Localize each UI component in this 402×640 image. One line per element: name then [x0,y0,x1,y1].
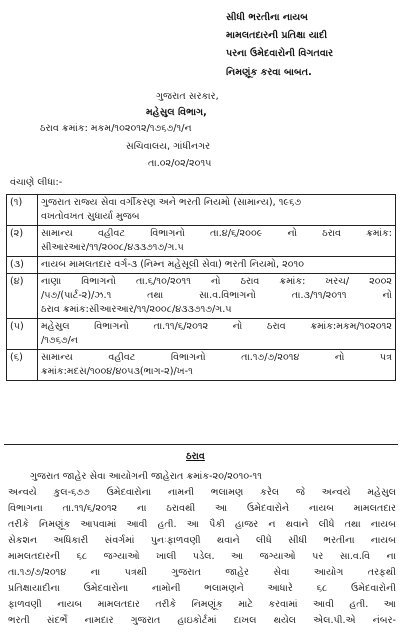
body-line: વિભાગના તા.૧૧/૬/૨૦૧૨ ના ઠરાવથી આ ઉમેદવારોને નાયબ મામલતદાર [8,503,396,514]
reference-line: મહેસુલ વિભાગનો તા.૧૧/૬/૨૦૧૨ નો ઠરાવ ક્રમાંક:મકમ/૧૦૨૦૧૨ [41,321,392,332]
reference-row [7,350,396,381]
reference-row [7,195,396,226]
body-line: અન્વયે કુલ-૬૭૭ ઉમેદવારોના નામની ભલામણ કરેલ જે અન્વયે મહેસુલ [8,487,396,498]
reference-line: ગુજરાત રાજ્ય સેવા વર્ગીકરણ અને ભરતી નિયમો (સામાન્ય), ૧૯૬૭ [41,197,302,208]
body-line: પ્રતિક્ષાયાદીના ઉમેદવારોના નામોની ભલામણને આધારે ૬૮ ઉમેદવારોની [8,583,396,594]
reference-number: (૪) [7,274,38,319]
subject-line-2: મામલતદારની પ્રતિક્ષા યાદી [226,30,328,41]
body-line: ભરતી સંદર્ભે નામદાર ગુજરાત હાઇકોર્ટમાં દાખલ થયેલ એલ.પી.એ નંબર- [8,615,396,626]
reference-row [7,226,396,257]
reference-row [7,257,396,274]
reference-line: નાયબ મામલતદાર વર્ગ-૩ (નિમ્ન મહેસૂલી સેવા) ભરતી નિયમો, ૨૦૧૦ [41,259,305,270]
reference-line: નાણા વિભાગનો તા.૬/૧૦/૨૦૧૧ નો ઠરાવ ક્રમાંક: ખરચ/ ૨૦૦૨ [41,276,392,287]
reference-line: વખતોવખત સુધાર્યા મુજબ [41,211,140,222]
subject-line-3: પરના ઉમેદવારોની વિગતવાર [226,48,334,59]
body-line: ગુજરાત જાહેર સેવા આયોગની જાહેરાત ક્રમાંક-૨૦/૨૦૧૦-૧૧ [30,471,262,482]
subject-line-1: સીધી ભરતીના નાયબ [226,12,308,23]
reference-number: (૫) [7,319,38,350]
body-line: તા.૧૭/૭/૨૦૧૪ ના પત્રથી ગુજરાત જાહેર સેવા આયોગ તરફથી [8,567,396,578]
body-line: ફાળવણી નાયબ મામલતદાર તરીકે નિમણૂંક માટે કરવામાં આવી હતી. આ [8,599,396,610]
reference-row [7,274,396,319]
reference-number: (૬) [7,350,38,381]
reference-text [38,226,396,257]
government-name: ગુજરાત સરકાર, [156,91,219,102]
body-line: મામલતદારની ૬૮ જગ્યાઓ ખાલી પડેલ. આ જગ્યાઓ પર સા.વ.વિ ના [8,551,396,562]
reference-text [38,257,396,274]
place: સચિવાલય, ગાંધીનગર [126,141,211,152]
references-table [6,194,396,381]
reference-number: (૧) [7,195,38,226]
body-line: તરીકે નિમણૂંક આપવામાં આવી હતી. આ પૈકી હાજર ન થવાને લીધે તથા નાયબ [8,519,396,530]
reference-line: સીઆરઆર/૧૧/૨૦૦૮/૪૩૩૭૧૭/ગ.૫ [41,242,184,253]
read-label: વંચાણે લીધા:- [10,177,63,188]
resolution-heading: ઠરાવ [186,451,205,462]
reference-text [38,319,396,350]
resolution-date: તા.૦૨/૦૨/૨૦૧૫ [148,158,212,169]
department-name: મહેસુલ વિભાગ, [146,107,207,118]
reference-line: /૫૭/(પાર્ટ-૨)/ઝ.૧ તથા સા.વ.વિભાગનો તા.૩/૧૧/૨૦૧૧ નો [41,290,392,301]
reference-number: (૨) [7,226,38,257]
reference-text [38,274,396,319]
reference-line: /૧૭૬૭/ન [41,335,79,346]
reference-line: ઠરાવ ક્રમાંક:સીઆરઆર/૧૧/૨૦૦૮/૪૩૩૭૧૭/ગ.૫ [41,304,232,315]
reference-text [38,195,396,226]
resolution-number: ઠરાવ ક્રમાંક: મકમ/૧૦૨૦૧૨/૧૭૬૭/૧/ન [40,123,192,134]
reference-row [7,319,396,350]
divider [4,444,398,445]
subject-line-4: નિમણૂંક કરવા બાબત. [226,67,312,78]
body-line: સેકશન અધિકારી સંવર્ગમાં પુનઃફાળવણી થવાને લીધે સીધી ભરતીના નાયબ [8,535,396,546]
reference-line: ક્રમાંક:મદસ/૧૦૦૪/૪૦૫૩(ભાગ-૨)/ખ-૧ [41,366,193,377]
reference-line: સામાન્ય વહીવટ વિભાગનો તા.૪/૬/૨૦૦૯ નો ઠરાવ ક્રમાંક: [41,228,392,239]
reference-line: સામાન્ય વહીવટ વિભાગનો તા.૧૭/૭/૨૦૧૪ નો પત્ર [41,352,392,363]
reference-number: (૩) [7,257,38,274]
reference-text [38,350,396,381]
